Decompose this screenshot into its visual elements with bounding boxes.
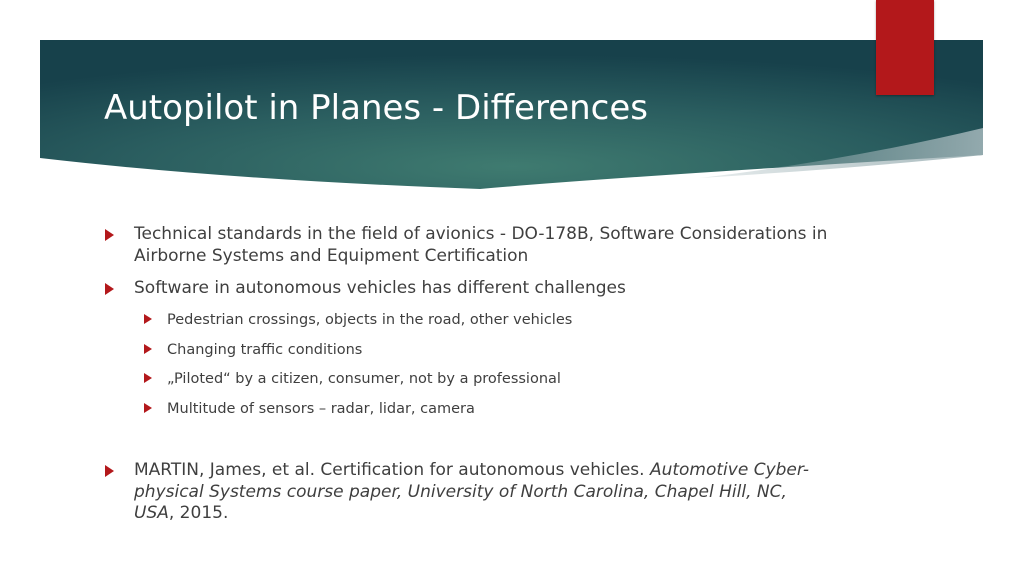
bullet-arrow-icon xyxy=(105,465,114,477)
bullet-arrow-icon xyxy=(105,283,114,295)
reference-year: , 2015. xyxy=(168,503,229,523)
bullet-arrow-icon xyxy=(144,403,152,413)
bullet-text: Technical standards in the field of avionics - DO-178B, Software Considerations in Airborne Systems and Equipment Certification xyxy=(134,224,828,266)
reference-source: Automotive Cyber-physical Systems course paper, University of North Carolina, Chapel Hill, NC, USA xyxy=(134,460,810,523)
bullet-arrow-icon xyxy=(144,314,152,324)
sub-bullet-text: Changing traffic conditions xyxy=(167,342,363,358)
bullet-arrow-icon xyxy=(144,373,152,383)
reference-authors: MARTIN, James, et al. Certification for autonomous vehicles. xyxy=(134,460,650,480)
bullet-text: Software in autonomous vehicles has different challenges xyxy=(134,278,626,298)
slide-title: Autopilot in Planes - Differences xyxy=(104,88,648,128)
sub-bullet-text: „Piloted“ by a citizen, consumer, not by a professional xyxy=(167,371,561,387)
sub-bullet-text: Pedestrian crossings, objects in the road, other vehicles xyxy=(167,312,573,328)
bullet-arrow-icon xyxy=(105,229,114,241)
bullet-arrow-icon xyxy=(144,344,152,354)
sub-bullet-text: Multitude of sensors – radar, lidar, camera xyxy=(167,401,475,417)
reference-text xyxy=(134,460,814,525)
